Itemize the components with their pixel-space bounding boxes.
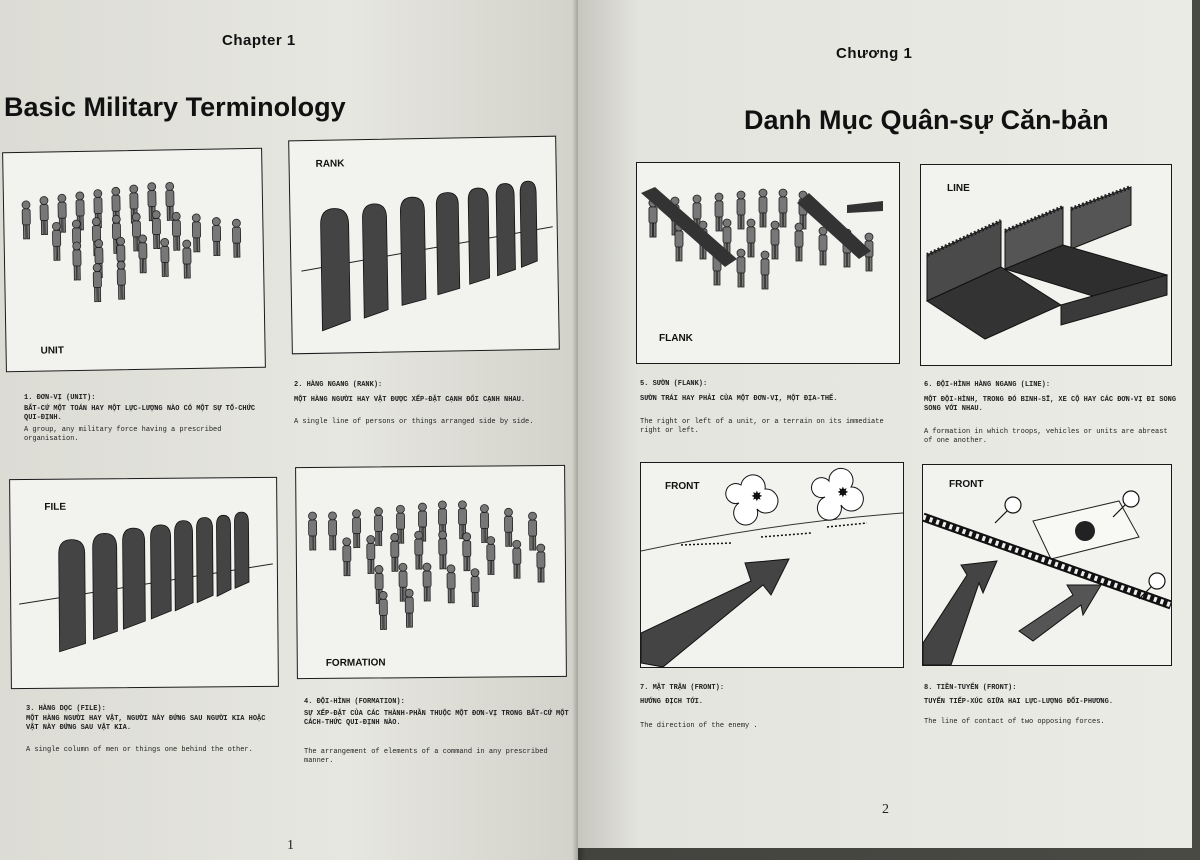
formation-label: FORMATION (325, 657, 386, 669)
line-caption-heading: 6. ĐỘI-HÌNH HÀNG NGANG (LINE): (924, 381, 1051, 389)
formation-illustration (295, 465, 567, 679)
flank-illustration (636, 162, 900, 364)
front-direction-caption-vietnamese: HƯỚNG ĐỊCH TỚI. (640, 698, 704, 706)
page-title: Danh Mục Quân-sự Căn-bản (744, 105, 1109, 135)
line-illustration (920, 164, 1172, 366)
front-contact-illustration (922, 464, 1172, 666)
front-direction-illustration (640, 462, 904, 668)
line-label: LINE (947, 183, 970, 194)
formation-caption-heading: 4. ĐỘI-HÌNH (FORMATION): (304, 698, 405, 706)
file-caption-english: A single column of men or things one behind the other. (26, 746, 253, 754)
front-direction-label: FRONT (665, 481, 700, 492)
svg-text:✸: ✸ (751, 489, 763, 505)
unit-illustration (2, 148, 266, 373)
file-illustration (9, 477, 279, 689)
flank-caption-english: The right or left of a unit, or a terrain on its immediate right or left. (640, 418, 884, 435)
line-blocks-drawing (921, 165, 1171, 365)
flank-caption-heading: 5. SƯỜN (FLANK): (640, 380, 708, 388)
unit-label: UNIT (40, 345, 65, 357)
formation-soldiers-drawing (296, 466, 566, 678)
rank-label: RANK (315, 158, 345, 170)
front-contact-caption-english: The line of contact of two opposing forces. (924, 718, 1105, 726)
left-page-number: 1 (287, 838, 294, 853)
file-label: FILE (44, 501, 67, 513)
line-caption-english: A formation in which troops, vehicles or units are abreast of one another. (924, 428, 1168, 445)
formation-caption-english: The arrangement of elements of a command in any prescribed manner. (304, 748, 548, 765)
page-title: Basic Military Terminology (4, 92, 346, 122)
front-direction-drawing (641, 463, 903, 667)
formation-caption-vietnamese: SỰ XẾP-ĐẶT CỦA CÁC THÀNH-PHẦN THUỘC MỘT ĐƠN-VỊ TRONG BẤT-CỨ MỘT CÁCH-THỨC QUI-ĐỊNH NÀO. (304, 710, 569, 727)
rank-illustration (288, 136, 560, 355)
front-contact-caption-vietnamese: TUYẾN TIẾP-XÚC GIỮA HAI LỰC-LƯỢNG ĐỐI-PHƯƠNG. (924, 698, 1114, 706)
rank-caption-vietnamese: MỘT HÀNG NGƯỜI HAY VẬT ĐƯỢC XẾP-ĐẶT CẠNH ĐỐI CẠNH NHAU. (294, 396, 526, 404)
flank-caption-vietnamese: SƯỜN TRÁI HAY PHẢI CỦA MỘT ĐƠN-VỊ, MỘT ĐỊA-THẾ. (640, 395, 838, 403)
front-contact-drawing (923, 465, 1171, 665)
front-direction-caption-heading: 7. MẶT TRẬN (FRONT): (640, 684, 725, 692)
unit-caption-vietnamese: BẤT-CỨ MỘT TOÁN HAY MỘT LỰC-LƯỢNG NÀO CÓ MỘT SỰ TỔ-CHỨC QUI-ĐỊNH. (24, 405, 256, 422)
unit-soldiers-drawing (3, 149, 265, 371)
left-page (0, 0, 578, 860)
file-caption-vietnamese: MỘT HÀNG NGƯỜI HAY VẬT, NGƯỜI NÀY ĐỨNG SAU NGƯỜI KIA HOẶC VẬT NÀY ĐỨNG SAU VẬT KIA. (26, 715, 266, 732)
front-contact-label: FRONT (949, 479, 984, 490)
chapter-heading: Chapter 1 (222, 32, 296, 49)
unit-caption-heading: 1. ĐƠN-VỊ (UNIT): (24, 394, 96, 402)
right-page-number: 2 (882, 802, 889, 817)
unit-caption-english: A group, any military force having a prescribed organisation. (24, 426, 222, 443)
chapter-heading: Chương 1 (836, 45, 913, 62)
rank-caption-english: A single line of persons or things arranged side by side. (294, 418, 534, 426)
front-direction-caption-english: The direction of the enemy . (640, 722, 758, 730)
svg-text:✸: ✸ (837, 485, 849, 501)
right-page (578, 0, 1192, 848)
line-caption-vietnamese: MỘT ĐỘI-HÌNH, TRONG ĐÓ BINH-SĨ, XE CỘ HAY CÁC ĐƠN-VỊ ĐI SONG SONG VỚI NHAU. (924, 396, 1177, 413)
rank-caption-heading: 2. HÀNG NGANG (RANK): (294, 381, 383, 389)
front-contact-caption-heading: 8. TIỀN-TUYẾN (FRONT): (924, 684, 1017, 692)
file-caption-heading: 3. HÀNG DỌC (FILE): (26, 705, 106, 713)
flank-label: FLANK (659, 333, 693, 344)
